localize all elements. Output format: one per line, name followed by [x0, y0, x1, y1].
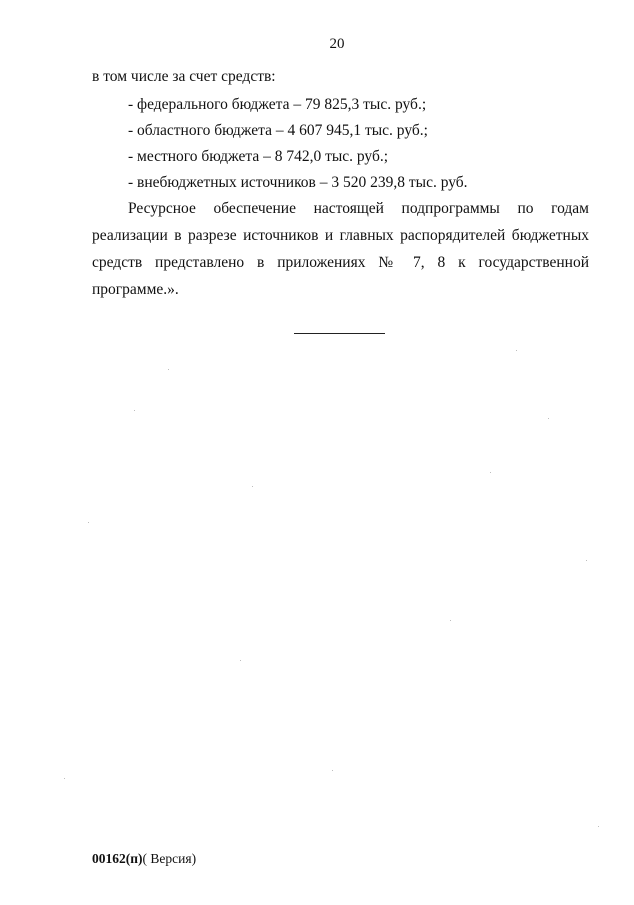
- page-number: 20: [329, 36, 345, 52]
- scan-speck: [586, 560, 587, 561]
- scan-speck: [490, 472, 491, 473]
- funding-item-local: - местного бюджета – 8 742,0 тыс. руб.;: [128, 148, 389, 165]
- scan-speck: [134, 410, 135, 411]
- scan-speck: [252, 486, 253, 487]
- scan-speck: [516, 350, 517, 351]
- scan-speck: [88, 522, 89, 523]
- resource-paragraph: Ресурсное обеспечение настоящей подпрограммы по годам реализации в разрезе источников и главных распорядителей бюджетных средств представлено в приложениях № 7, 8 к государственной программе.».: [92, 200, 589, 298]
- scan-speck: [240, 660, 241, 661]
- document-footer: [92, 851, 196, 867]
- document-version: ( Версия): [142, 851, 197, 866]
- section-divider: [294, 333, 385, 334]
- document-code: 00162(п): [92, 851, 143, 866]
- scan-speck: [168, 369, 169, 370]
- funding-intro: в том числе за счет средств:: [92, 68, 276, 85]
- scan-speck: [598, 826, 599, 827]
- funding-item-federal: - федерального бюджета – 79 825,3 тыс. руб.;: [128, 96, 427, 113]
- scan-speck: [548, 418, 549, 419]
- funding-item-extrabudgetary: - внебюджетных источников – 3 520 239,8 тыс. руб.: [128, 174, 468, 191]
- scan-speck: [450, 620, 451, 621]
- funding-item-regional: - областного бюджета – 4 607 945,1 тыс. руб.;: [128, 122, 428, 139]
- scan-speck: [64, 778, 65, 779]
- scan-speck: [332, 770, 333, 771]
